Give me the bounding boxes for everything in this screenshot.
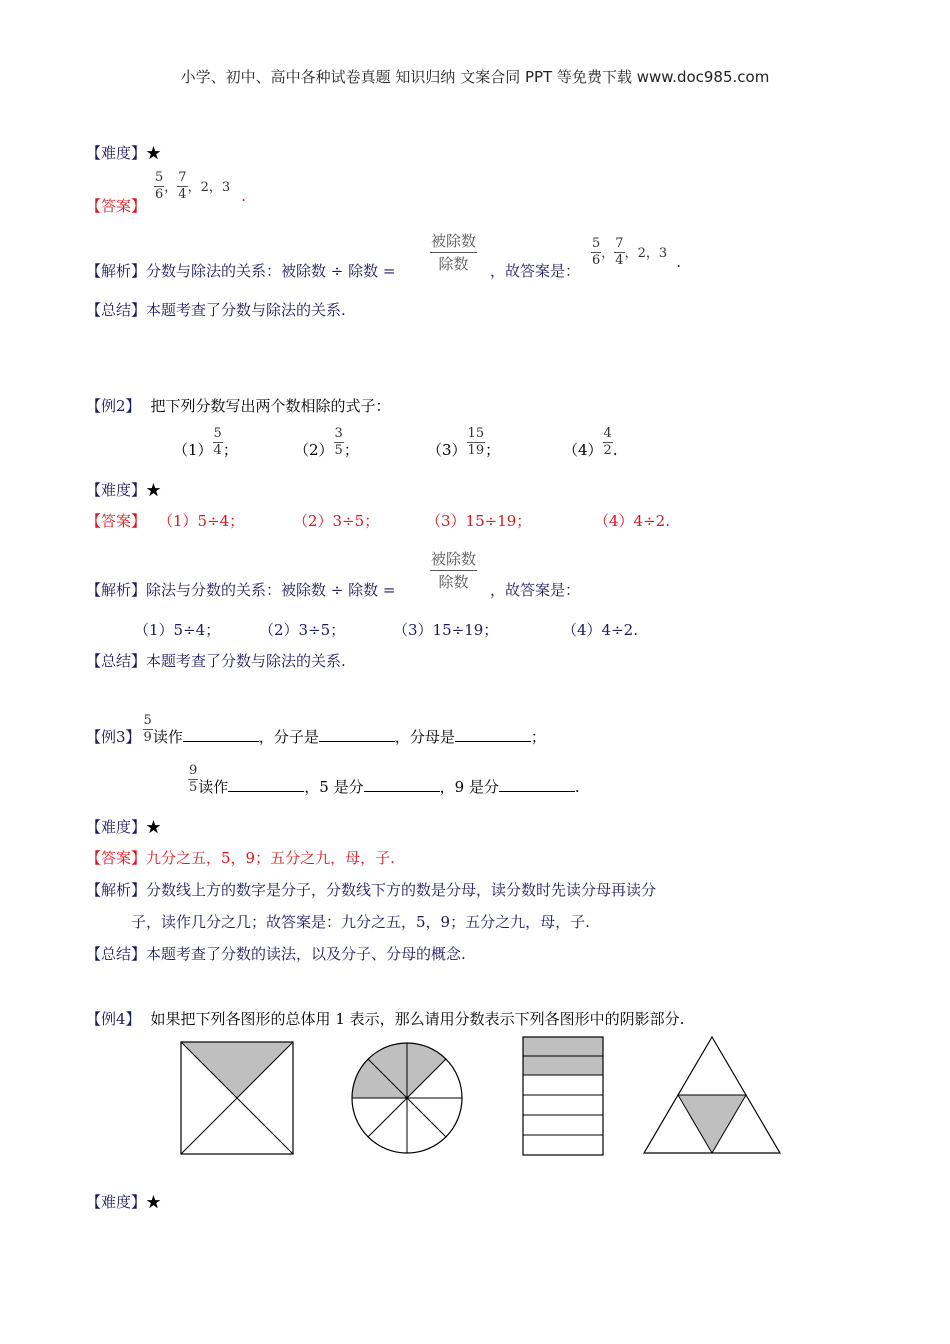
ex1-answer: $\frac{5}{6}$ ， $\frac{7}{4}$ ，2，3 . — [155, 170, 246, 205]
example-label: 【例3】 — [86, 728, 141, 746]
star-icon: ★ — [146, 481, 162, 499]
ex3-line-2: $\frac{9}{5}$ 读作 ，5 是分 ，9 是分 . — [189, 763, 580, 796]
ex2-item-2: （2） $\frac{3}{5}$ ； — [294, 426, 359, 459]
fraction: $\frac{4}{2}$ — [603, 426, 612, 458]
answer-blank[interactable] — [183, 727, 259, 742]
ex3-difficulty: 【难度】★ — [86, 818, 162, 836]
answer-blank[interactable] — [499, 777, 575, 792]
ex2-analysis-answer-4: （4）4÷2. — [562, 621, 638, 639]
answer-blank[interactable] — [319, 727, 395, 742]
shaded-region — [181, 1042, 293, 1097]
star-icon: ★ — [146, 818, 162, 836]
ex2-item-1: （1） $\frac{5}{4}$ ； — [173, 426, 238, 459]
ex2-analysis-answer-3: （3）15÷19； — [393, 621, 499, 639]
answer-rest: ，2，3 — [187, 180, 231, 195]
circle-figure — [352, 1043, 462, 1153]
ex2-formula-fraction: $\frac{\text{被除数}}{\text{除数}}$ — [431, 550, 477, 591]
answer-blank[interactable] — [364, 777, 440, 792]
ex2-analysis-answer-1: （1）5÷4； — [134, 621, 221, 639]
ex2-answer-2: （2）3÷5； — [293, 512, 380, 530]
ex1-answer-label — [86, 196, 146, 216]
summary-label: 【总结】 — [86, 301, 147, 319]
star-icon: ★ — [146, 144, 162, 162]
answer-label: 【答案】 — [86, 197, 147, 215]
ex2-analysis: 【解析】除法与分数的关系：被除数 ÷ 除数 = — [86, 581, 396, 599]
ex4-question: 【例4】 如果把下列各图形的总体用 1 表示，那么请用分数表示下列各图形中的阴影部分. — [86, 1010, 685, 1028]
shaded-region — [678, 1095, 746, 1153]
ex2-answer-4: （4）4÷2. — [594, 512, 670, 530]
ex2-answer-3: （3）15÷19； — [426, 512, 532, 530]
triangle-figure — [644, 1037, 780, 1153]
ex3-analysis-cont: 子，读作几分之几；故答案是：九分之五，5，9；五分之九，母，子. — [131, 913, 590, 931]
fraction: $\frac{7}{4}$ — [178, 170, 187, 202]
ex2-answer: 【答案】 — [86, 512, 147, 530]
fraction: $\frac{9}{5}$ — [189, 763, 198, 795]
figures — [170, 1032, 790, 1162]
ex1-analysis: 【解析】分数与除法的关系：被除数 ÷ 除数 = — [86, 262, 396, 280]
shaded-region — [407, 1043, 446, 1098]
ex1-summary: 【总结】本题考查了分数与除法的关系. — [86, 301, 346, 319]
ex2-answer-1: （1）5÷4； — [158, 512, 245, 530]
answer-blank[interactable] — [228, 777, 304, 792]
page-header: 小学、初中、高中各种试卷真题 知识归纳 文案合同 PPT 等免费下载 www.doc985.com — [180, 68, 770, 86]
ex3-line-1: 【例3】 $\frac{5}{9}$ 读作 ，分子是 ，分母是 ； — [86, 713, 546, 746]
ex4-difficulty: 【难度】★ — [86, 1193, 162, 1211]
answer-blank[interactable] — [455, 727, 531, 742]
ex2-analysis-suffix: ，故答案是： — [490, 581, 581, 599]
example-label: 【例2】 — [86, 397, 141, 415]
rectangle-figure — [523, 1037, 603, 1155]
fraction: $\frac{15}{19}$ — [467, 426, 485, 458]
example-label: 【例4】 — [86, 1010, 141, 1028]
fraction: $\frac{5}{6}$ — [155, 170, 164, 202]
ex1-difficulty — [86, 143, 161, 163]
answer-period: . — [241, 187, 246, 205]
fraction: $\frac{5}{9}$ — [143, 713, 152, 745]
ex1-analysis-answer: $\frac{5}{6}$ ， $\frac{7}{4}$ ，2，3 . — [592, 236, 681, 271]
ex2-summary: 【总结】本题考查了分数与除法的关系. — [86, 652, 346, 670]
analysis-label: 【解析】 — [86, 262, 147, 280]
ex2-difficulty: 【难度】★ — [86, 481, 162, 499]
star-icon: ★ — [146, 1193, 162, 1211]
ex3-summary: 【总结】本题考查了分数的读法，以及分子、分母的概念. — [86, 945, 466, 963]
fraction: $\frac{5}{4}$ — [213, 426, 222, 458]
difficulty-label: 【难度】 — [86, 144, 147, 162]
ex1-formula-fraction: $\frac{\text{被除数}}{\text{除数}}$ — [431, 232, 477, 273]
fraction: $\frac{3}{5}$ — [334, 426, 343, 458]
ex3-answer: 【答案】九分之五，5，9；五分之九，母，子. — [86, 849, 395, 867]
ex2-question: 【例2】 把下列分数写出两个数相除的式子： — [86, 397, 391, 415]
ex3-analysis: 【解析】分数线上方的数字是分子，分数线下方的数是分母，读分数时先读分母再读分 — [86, 881, 657, 899]
ex2-item-4: （4） $\frac{4}{2}$ . — [563, 426, 618, 459]
ex1-analysis-suffix: ，故答案是： — [490, 262, 581, 280]
ex2-analysis-answer-2: （2）3÷5； — [259, 621, 346, 639]
square-figure — [181, 1042, 293, 1154]
ex2-item-3: （3） $\frac{15}{19}$ ； — [427, 426, 501, 459]
